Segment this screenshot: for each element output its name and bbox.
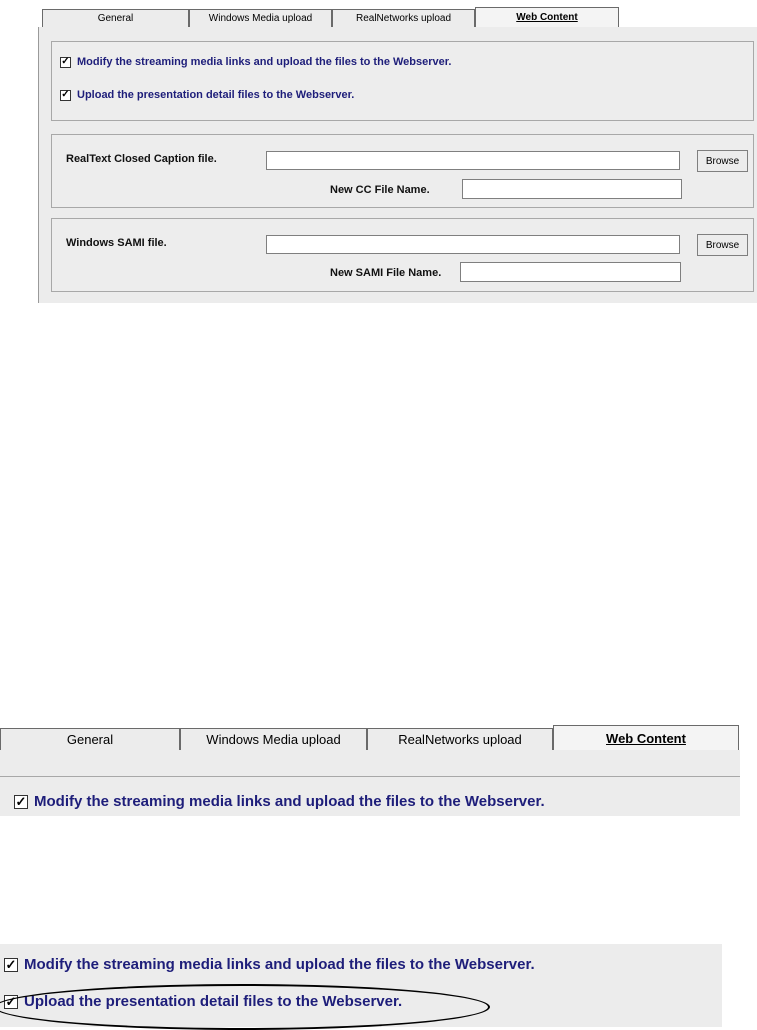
tab-general-zoomed-label: General xyxy=(66,732,114,747)
modify-links-checkbox[interactable]: ✓ xyxy=(61,56,70,67)
modify-links-checkbox-highlight[interactable]: ✓ xyxy=(5,957,17,972)
tab-web-content-label: Web Content xyxy=(516,12,578,23)
upload-options-group xyxy=(51,41,754,121)
modify-links-checkbox-row-zoomed[interactable] xyxy=(14,793,545,810)
tab-windows-media-zoomed[interactable] xyxy=(180,728,367,750)
new-sami-file-name-input[interactable] xyxy=(460,262,681,282)
tab-general[interactable] xyxy=(42,9,189,27)
modify-links-checkbox-row-highlight[interactable] xyxy=(4,956,535,973)
new-cc-file-name-label: New CC File Name. xyxy=(330,184,430,196)
realtext-group xyxy=(51,134,754,208)
realtext-file-label: RealText Closed Caption file. xyxy=(66,153,217,165)
dialog-body xyxy=(38,27,757,303)
tab-general-zoomed[interactable] xyxy=(0,728,180,750)
new-sami-file-name-label: New SAMI File Name. xyxy=(330,267,442,279)
modify-links-checkbox-zoomed[interactable]: ✓ xyxy=(15,794,27,809)
upload-detail-checkbox[interactable]: ✓ xyxy=(61,89,70,100)
tab-realnetworks-label: RealNetworks upload xyxy=(355,13,452,24)
modify-links-label: Modify the streaming media links and upload the files to the Webserver. xyxy=(77,56,452,68)
tab-windows-media-label: Windows Media upload xyxy=(208,13,313,24)
sami-file-label: Windows SAMI file. xyxy=(66,237,167,249)
tab-strip-zoomed xyxy=(0,725,739,750)
tab-windows-media-upload[interactable] xyxy=(189,9,332,27)
sami-file-input[interactable] xyxy=(266,235,680,254)
realtext-file-input[interactable] xyxy=(266,151,680,170)
upload-detail-label-highlight: Upload the presentation detail files to the Webserver. xyxy=(24,993,403,1010)
zoomed-tab-body xyxy=(0,750,740,816)
modify-links-label-highlight: Modify the streaming media links and upload the files to the Webserver. xyxy=(24,956,535,973)
upload-detail-checkbox-row[interactable] xyxy=(60,89,354,101)
tab-strip-top xyxy=(42,7,619,27)
tab-web-content[interactable] xyxy=(475,7,619,27)
tab-general-label: General xyxy=(97,13,134,24)
new-cc-file-name-input[interactable] xyxy=(462,179,682,199)
modify-links-label-zoomed: Modify the streaming media links and upload the files to the Webserver. xyxy=(34,793,545,810)
zoomed-divider xyxy=(0,776,740,777)
tab-windows-media-zoomed-label: Windows Media upload xyxy=(206,732,341,747)
upload-detail-label: Upload the presentation detail files to the Webserver. xyxy=(77,89,355,101)
sami-browse-button[interactable]: Browse xyxy=(697,234,748,256)
realtext-browse-button[interactable]: Browse xyxy=(697,150,748,172)
tab-realnetworks-zoomed-label: RealNetworks upload xyxy=(398,732,522,747)
sami-group xyxy=(51,218,754,292)
tab-realnetworks-zoomed[interactable] xyxy=(367,728,553,750)
upload-detail-checkbox-highlight[interactable]: ✓ xyxy=(5,994,17,1009)
modify-links-checkbox-row[interactable] xyxy=(60,56,452,68)
tab-web-content-zoomed-label: Web Content xyxy=(606,730,686,746)
tab-web-content-zoomed[interactable] xyxy=(553,725,739,750)
highlight-ellipse xyxy=(0,984,490,1030)
tab-realnetworks-upload[interactable] xyxy=(332,9,475,27)
